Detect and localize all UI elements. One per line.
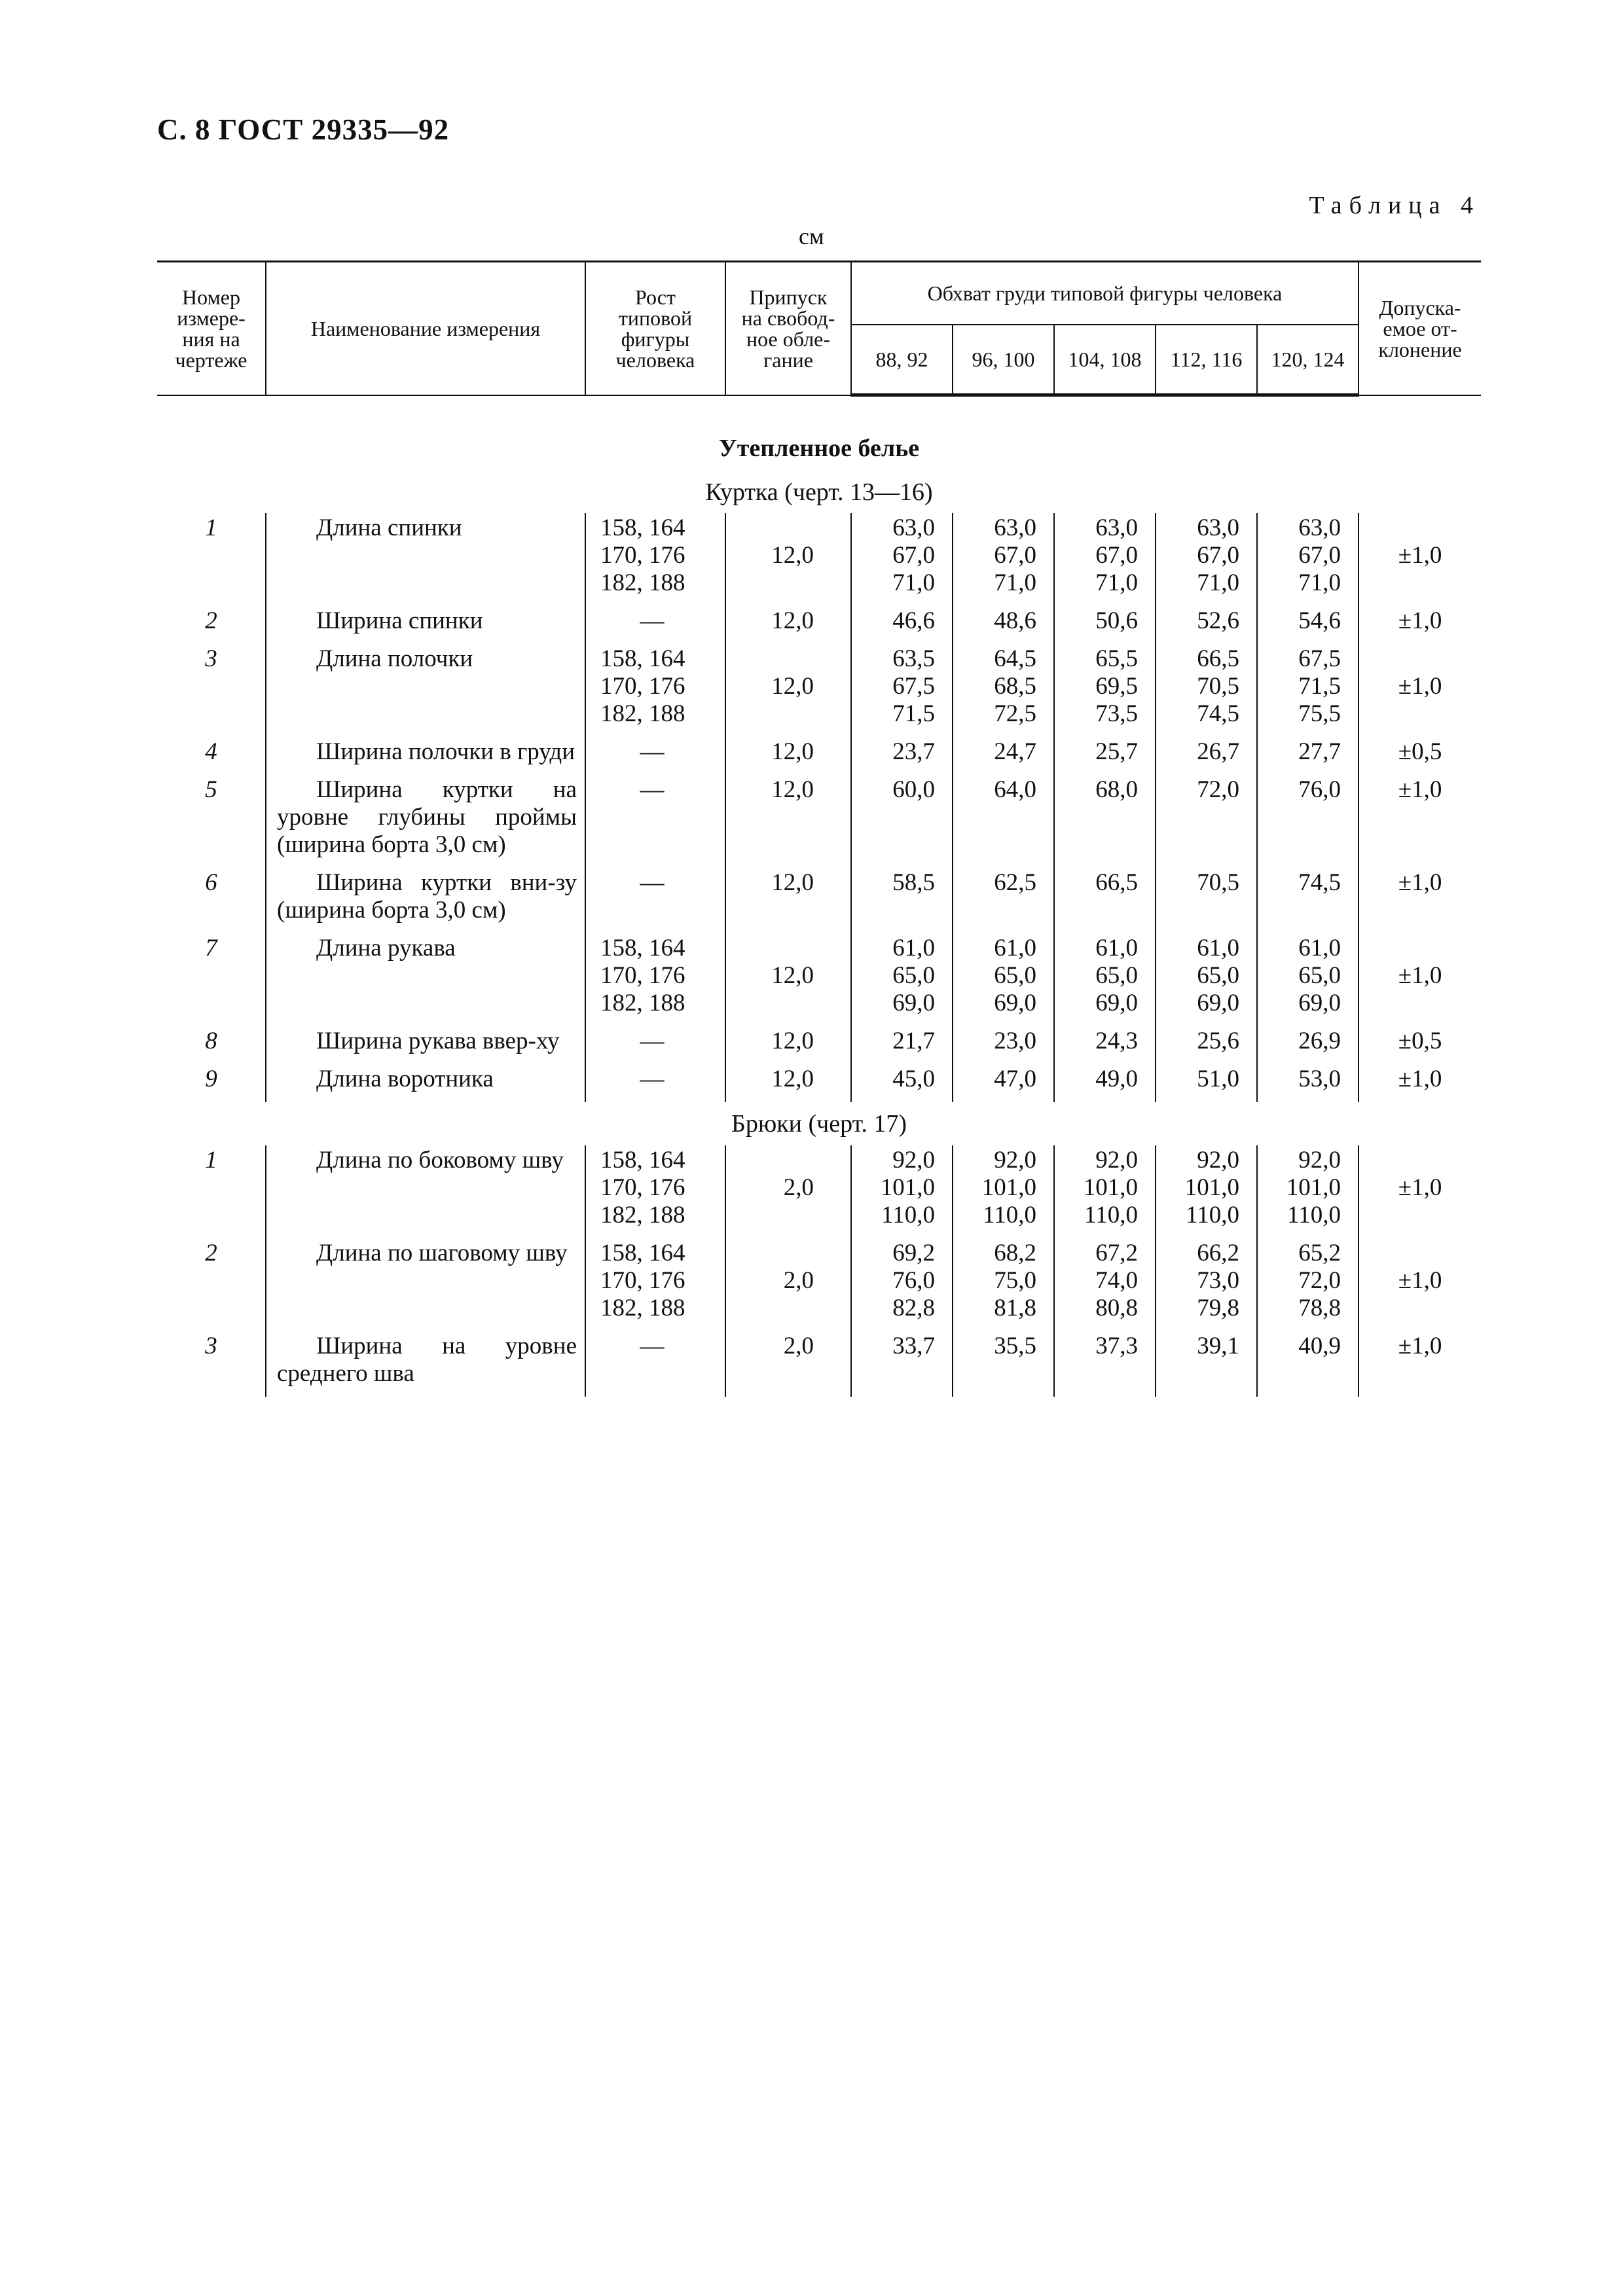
measurement-name [266,1026,585,1064]
measurement-number: 1 [157,513,266,606]
measurement-name-text: Длина по боковому шву [316,1147,564,1174]
height-value: 158, 164 [600,935,685,961]
chest-value-cell [851,933,953,1026]
chest-value-cell [851,1026,953,1064]
chest-value: 65,0 [892,962,935,989]
chest-value-cell [953,606,1054,644]
chest-value-cell [953,1145,1054,1238]
figure-height [585,1026,725,1064]
col-chest-header: 112, 116 [1156,325,1257,395]
tolerance-value: ±1,0 [1359,606,1481,644]
chest-value: 48,6 [994,607,1036,634]
chest-value: 101,0 [981,1174,1036,1201]
allowance-value: 12,0 [725,644,851,737]
measurement-table [157,260,1481,1397]
tolerance-value: ±1,0 [1359,775,1481,868]
chest-value: 51,0 [1197,1066,1239,1092]
chest-value: 92,0 [1298,1147,1341,1174]
chest-value-cell [851,513,953,606]
height-value: — [640,1333,665,1359]
chest-value: 66,5 [1197,645,1239,672]
page-header: С. 8 ГОСТ 29335—92 [157,113,450,146]
chest-value: 35,5 [994,1333,1036,1359]
table-row [157,775,1481,868]
chest-value: 71,5 [892,700,935,727]
height-value: 170, 176 [600,1267,685,1294]
chest-value: 78,8 [1298,1295,1341,1321]
chest-value: 66,5 [1095,869,1138,896]
chest-value: 33,7 [892,1333,935,1359]
chest-value: 52,6 [1197,607,1239,634]
chest-value-cell [953,737,1054,775]
measurement-number: 2 [157,606,266,644]
chest-value-cell [851,737,953,775]
chest-value: 71,0 [1197,569,1239,596]
chest-value-cell [1156,1238,1257,1331]
chest-value: 110,0 [1287,1202,1341,1229]
chest-value: 69,0 [1298,990,1341,1016]
section-row [157,395,1481,472]
measurement-name-text: Длина полочки [316,645,473,672]
measurement-number: 3 [157,1331,266,1397]
chest-value: 71,0 [1298,569,1341,596]
allowance-value: 12,0 [725,1026,851,1064]
height-value: — [640,776,665,803]
chest-value-cell [1054,606,1156,644]
measurement-name-text: Длина по шаговому шву [316,1240,568,1266]
height-value: — [640,1066,665,1092]
measurement-number: 3 [157,644,266,737]
chest-value: 80,8 [1095,1295,1138,1321]
chest-value-cell [1257,644,1359,737]
tolerance-value: ±1,0 [1359,868,1481,933]
figure-height [585,513,725,606]
chest-value-cell [1156,644,1257,737]
chest-value: 110,0 [1186,1202,1239,1229]
chest-value: 23,0 [994,1028,1036,1054]
allowance-value: 12,0 [725,933,851,1026]
height-value: 170, 176 [600,542,685,569]
measurement-name-text: Ширина на уровне среднего шва [277,1333,577,1387]
col-chest-header: 88, 92 [851,325,953,395]
chest-value-cell [1257,933,1359,1026]
group-title: Брюки (черт. 17) [731,1110,907,1138]
chest-value: 65,5 [1095,645,1138,672]
measurement-number: 2 [157,1238,266,1331]
table-row [157,644,1481,737]
chest-value: 65,2 [1298,1240,1341,1266]
chest-value-cell [1156,868,1257,933]
measurement-number: 5 [157,775,266,868]
chest-value: 71,0 [892,569,935,596]
chest-value-cell [1257,606,1359,644]
measurement-number: 6 [157,868,266,933]
chest-value-cell [1156,513,1257,606]
chest-value: 64,5 [994,645,1036,672]
chest-value: 71,0 [1095,569,1138,596]
chest-value: 70,5 [1197,869,1239,896]
chest-value-cell [851,1238,953,1331]
chest-value-cell [1156,606,1257,644]
chest-value: 63,5 [892,645,935,672]
measurement-number: 7 [157,933,266,1026]
chest-value: 24,7 [994,738,1036,765]
chest-value-cell [1054,1238,1156,1331]
allowance-value: 2,0 [725,1238,851,1331]
table-header [157,262,1481,395]
tolerance-value: ±1,0 [1359,513,1481,606]
chest-value: 65,0 [1197,962,1239,989]
chest-value: 110,0 [983,1202,1036,1229]
chest-value: 66,2 [1197,1240,1239,1266]
chest-value: 75,5 [1298,700,1341,727]
chest-value: 54,6 [1298,607,1341,634]
chest-value-cell [1054,868,1156,933]
chest-value: 92,0 [1095,1147,1138,1174]
figure-height [585,1238,725,1331]
measurement-name-text: Ширина куртки вни-зу (ширина борта 3,0 см) [277,869,577,924]
col-chest-group-header: Обхват груди типовой фигуры человека [851,262,1359,325]
chest-value: 75,0 [994,1267,1036,1294]
tolerance-value: ±1,0 [1359,1331,1481,1397]
chest-value: 67,5 [892,673,935,700]
figure-height [585,1145,725,1238]
allowance-value: 2,0 [725,1331,851,1397]
chest-value: 65,0 [1298,962,1341,989]
measurement-name-text: Ширина куртки на уровне глубины проймы (ширина борта 3,0 см) [277,776,577,858]
table-row [157,513,1481,606]
height-value: 158, 164 [600,1147,685,1174]
measurement-name-text: Длина спинки [316,514,462,541]
measurement-name [266,513,585,606]
chest-value: 60,0 [892,776,935,803]
chest-value-cell [953,1064,1054,1102]
chest-value: 63,0 [1095,514,1138,541]
chest-value: 67,0 [1298,542,1341,569]
figure-height [585,644,725,737]
chest-value-cell [953,1331,1054,1397]
chest-value: 63,0 [994,514,1036,541]
chest-value-cell [1257,868,1359,933]
table-row [157,737,1481,775]
chest-value: 74,0 [1095,1267,1138,1294]
chest-value-cell [1257,775,1359,868]
height-value: 182, 188 [600,700,685,727]
measurement-number: 1 [157,1145,266,1238]
chest-value: 58,5 [892,869,935,896]
col-height-header: Рост типовой фигуры человека [585,262,725,395]
figure-height [585,606,725,644]
chest-value: 68,0 [1095,776,1138,803]
chest-value-cell [1054,1145,1156,1238]
chest-value: 53,0 [1298,1066,1341,1092]
height-value: 182, 188 [600,1202,685,1229]
measurement-name [266,1331,585,1397]
chest-value: 69,0 [892,990,935,1016]
chest-value: 63,0 [892,514,935,541]
chest-value: 71,5 [1298,673,1341,700]
section-title: Утепленное белье [718,435,920,462]
tolerance-value: ±0,5 [1359,1026,1481,1064]
measurement-name [266,606,585,644]
chest-value: 72,0 [1197,776,1239,803]
height-value: — [640,869,665,896]
col-chest-header: 96, 100 [953,325,1054,395]
measurement-number: 9 [157,1064,266,1102]
chest-value: 82,8 [892,1295,935,1321]
allowance-value: 12,0 [725,513,851,606]
chest-value: 65,0 [1095,962,1138,989]
allowance-value: 12,0 [725,775,851,868]
figure-height [585,775,725,868]
chest-value: 25,7 [1095,738,1138,765]
chest-value: 110,0 [881,1202,935,1229]
chest-value: 69,0 [1197,990,1239,1016]
tolerance-value: ±0,5 [1359,737,1481,775]
measurement-name-text: Ширина полочки в груди [316,738,575,765]
chest-value: 26,9 [1298,1028,1341,1054]
chest-value: 47,0 [994,1066,1036,1092]
height-value: 158, 164 [600,645,685,672]
height-value: 170, 176 [600,673,685,700]
chest-value: 74,5 [1197,700,1239,727]
chest-value: 49,0 [1095,1066,1138,1092]
chest-value-cell [1257,1145,1359,1238]
chest-value: 61,0 [892,935,935,961]
tolerance-value: ±1,0 [1359,1145,1481,1238]
height-value: 158, 164 [600,514,685,541]
figure-height [585,1331,725,1397]
measurement-name-text: Ширина рукава ввер-ху [316,1028,560,1054]
col-allowance-header: Припуск на свобод- ное обле- гание [725,262,851,395]
chest-value: 39,1 [1197,1333,1239,1359]
chest-value-cell [1054,644,1156,737]
table-row [157,1145,1481,1238]
measurement-table-wrap [157,260,1481,1397]
chest-value-cell [1156,1331,1257,1397]
chest-value: 67,0 [892,542,935,569]
allowance-value: 12,0 [725,737,851,775]
height-value: — [640,738,665,765]
measurement-number: 4 [157,737,266,775]
chest-value: 73,5 [1095,700,1138,727]
measurement-name [266,644,585,737]
chest-value: 63,0 [1197,514,1239,541]
chest-value-cell [1156,737,1257,775]
figure-height [585,868,725,933]
tolerance-value: ±1,0 [1359,1238,1481,1331]
chest-value: 64,0 [994,776,1036,803]
chest-value: 61,0 [1298,935,1341,961]
chest-value-cell [1054,1064,1156,1102]
chest-value: 61,0 [1095,935,1138,961]
figure-height [585,933,725,1026]
table-row [157,868,1481,933]
table-row [157,933,1481,1026]
chest-value-cell [953,1026,1054,1064]
chest-value-cell [1257,513,1359,606]
col-chest-header: 104, 108 [1054,325,1156,395]
table-row [157,606,1481,644]
allowance-value: 2,0 [725,1145,851,1238]
measurement-name [266,1064,585,1102]
group-row [157,471,1481,513]
chest-value: 69,0 [1095,990,1138,1016]
allowance-value: 12,0 [725,868,851,933]
chest-value-cell [1156,933,1257,1026]
chest-value: 63,0 [1298,514,1341,541]
height-value: 170, 176 [600,962,685,989]
chest-value: 23,7 [892,738,935,765]
figure-height [585,1064,725,1102]
chest-value-cell [851,1064,953,1102]
measurement-name-text: Длина воротника [316,1066,494,1092]
chest-value-cell [1054,1331,1156,1397]
chest-value-cell [1054,1026,1156,1064]
table-row [157,1331,1481,1397]
chest-value-cell [851,868,953,933]
table-row [157,1238,1481,1331]
chest-value: 67,0 [1197,542,1239,569]
measurement-name [266,737,585,775]
chest-value: 101,0 [1184,1174,1239,1201]
table-row [157,1026,1481,1064]
table-label: Таблица 4 [1309,192,1480,219]
allowance-value: 12,0 [725,606,851,644]
height-value: 182, 188 [600,990,685,1016]
chest-value: 24,3 [1095,1028,1138,1054]
chest-value-cell [1257,1064,1359,1102]
chest-value-cell [953,644,1054,737]
chest-value: 101,0 [880,1174,935,1201]
chest-value: 92,0 [1197,1147,1239,1174]
chest-value-cell [1257,737,1359,775]
chest-value: 50,6 [1095,607,1138,634]
chest-value-cell [1054,933,1156,1026]
chest-value: 74,5 [1298,869,1341,896]
chest-value: 40,9 [1298,1333,1341,1359]
chest-value: 69,2 [892,1240,935,1266]
chest-value: 62,5 [994,869,1036,896]
chest-value: 67,0 [1095,542,1138,569]
chest-value-cell [1156,1064,1257,1102]
chest-value: 101,0 [1286,1174,1341,1201]
figure-height [585,737,725,775]
height-value: 182, 188 [600,569,685,596]
chest-value: 37,3 [1095,1333,1138,1359]
measurement-name [266,1145,585,1238]
chest-value-cell [851,775,953,868]
tolerance-value: ±1,0 [1359,644,1481,737]
chest-value: 92,0 [892,1147,935,1174]
chest-value-cell [1257,1238,1359,1331]
chest-value: 72,5 [994,700,1036,727]
chest-value: 25,6 [1197,1028,1239,1054]
chest-value: 69,5 [1095,673,1138,700]
chest-value: 21,7 [892,1028,935,1054]
chest-value: 46,6 [892,607,935,634]
group-row [157,1102,1481,1145]
col-tolerance-header: Допуска- емое от- клонение [1359,262,1481,395]
chest-value: 67,5 [1298,645,1341,672]
height-value: 182, 188 [600,1295,685,1321]
col-name-header: Наименование измерения [266,262,585,395]
chest-value-cell [953,868,1054,933]
chest-value: 73,0 [1197,1267,1239,1294]
group-title: Куртка (черт. 13—16) [705,478,933,506]
allowance-value: 12,0 [725,1064,851,1102]
height-value: 170, 176 [600,1174,685,1201]
chest-value: 67,0 [994,542,1036,569]
height-value: 158, 164 [600,1240,685,1266]
chest-value-cell [1257,1331,1359,1397]
chest-value-cell [953,775,1054,868]
chest-value: 110,0 [1084,1202,1138,1229]
chest-value-cell [851,1145,953,1238]
measurement-name [266,775,585,868]
tolerance-value: ±1,0 [1359,1064,1481,1102]
measurement-name-text: Ширина спинки [316,607,483,634]
chest-value-cell [953,1238,1054,1331]
chest-value: 61,0 [994,935,1036,961]
height-value: — [640,607,665,634]
chest-value: 68,2 [994,1240,1036,1266]
chest-value: 27,7 [1298,738,1341,765]
height-value: — [640,1028,665,1054]
chest-value-cell [851,644,953,737]
chest-value: 71,0 [994,569,1036,596]
chest-value: 72,0 [1298,1267,1341,1294]
measurement-name [266,868,585,933]
chest-value-cell [1054,513,1156,606]
tolerance-value: ±1,0 [1359,933,1481,1026]
chest-value-cell [1054,737,1156,775]
chest-value: 79,8 [1197,1295,1239,1321]
chest-value: 68,5 [994,673,1036,700]
chest-value: 67,2 [1095,1240,1138,1266]
col-number-header: Номер измере- ния на чертеже [157,262,266,395]
chest-value-cell [1156,775,1257,868]
measurement-number: 8 [157,1026,266,1064]
chest-value-cell [953,513,1054,606]
chest-value: 101,0 [1083,1174,1138,1201]
table-row [157,1064,1481,1102]
chest-value-cell [851,606,953,644]
chest-value: 45,0 [892,1066,935,1092]
table-body [157,395,1481,1397]
chest-value-cell [1257,1026,1359,1064]
chest-value-cell [1156,1145,1257,1238]
chest-value: 76,0 [1298,776,1341,803]
chest-value: 81,8 [994,1295,1036,1321]
measurement-name-text: Длина рукава [316,935,456,961]
col-chest-header: 120, 124 [1257,325,1359,395]
chest-value: 61,0 [1197,935,1239,961]
measurement-name [266,933,585,1026]
chest-value-cell [1156,1026,1257,1064]
measurement-name [266,1238,585,1331]
chest-value: 92,0 [994,1147,1036,1174]
chest-value: 69,0 [994,990,1036,1016]
chest-value-cell [953,933,1054,1026]
chest-value-cell [851,1331,953,1397]
chest-value: 76,0 [892,1267,935,1294]
chest-value: 65,0 [994,962,1036,989]
chest-value: 70,5 [1197,673,1239,700]
chest-value: 26,7 [1197,738,1239,765]
chest-value-cell [1054,775,1156,868]
